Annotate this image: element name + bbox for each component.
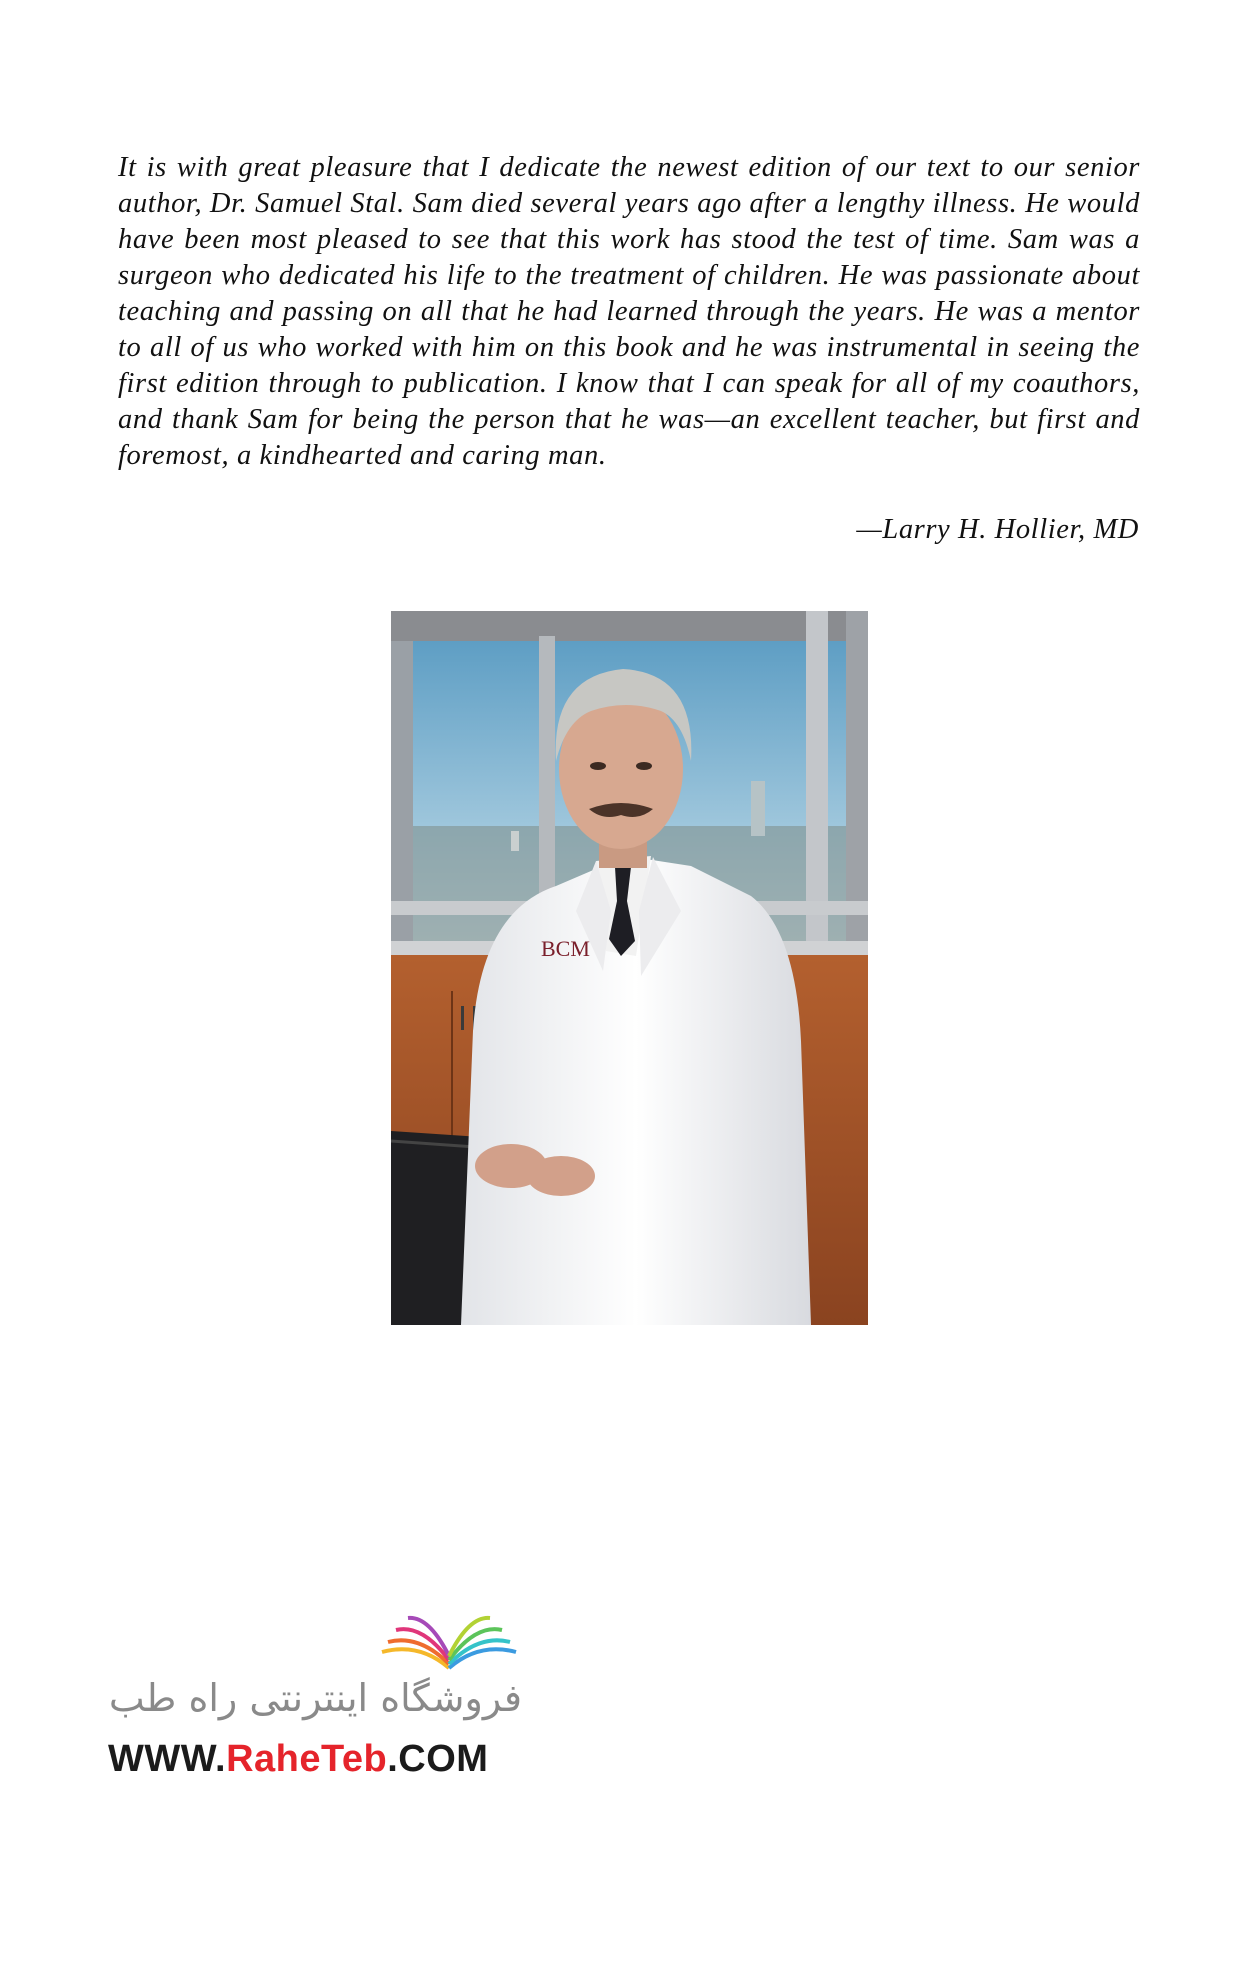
dedication-signature: —Larry H. Hollier, MD [856,514,1139,545]
coat-logo: BCM [541,936,590,961]
url-suffix: .COM [387,1738,489,1780]
open-book-icon [374,1612,524,1670]
watermark-persian-text: فروشگاه اینترنتی راه طب [108,1676,522,1720]
portrait-photo [391,611,868,1325]
watermark-url [108,1738,488,1781]
url-prefix: WWW. [108,1738,227,1780]
dedication-text: It is with great pleasure that I dedicate the newest edition of our text to our senior author, Dr. Samuel Stal. Sam died several years ago after a lengthy illness. He would have been most pleased to see that this work has stood the test of time. Sam was a surgeon who dedicated his life to the treatment of children. He was passionate about teaching and passing on all that he had learned through the years. He was a mentor to all of us who worked with him on this book and he was instrumental in seeing the first edition through to publication. I know that I can speak for all of my coauthors, and thank Sam for being the person that he was—an excellent teacher, but first and foremost, a kindhearted and caring man. [118,152,1140,471]
url-brand: RaheTeb [226,1738,388,1780]
rahe-teb-watermark [104,1612,534,1792]
